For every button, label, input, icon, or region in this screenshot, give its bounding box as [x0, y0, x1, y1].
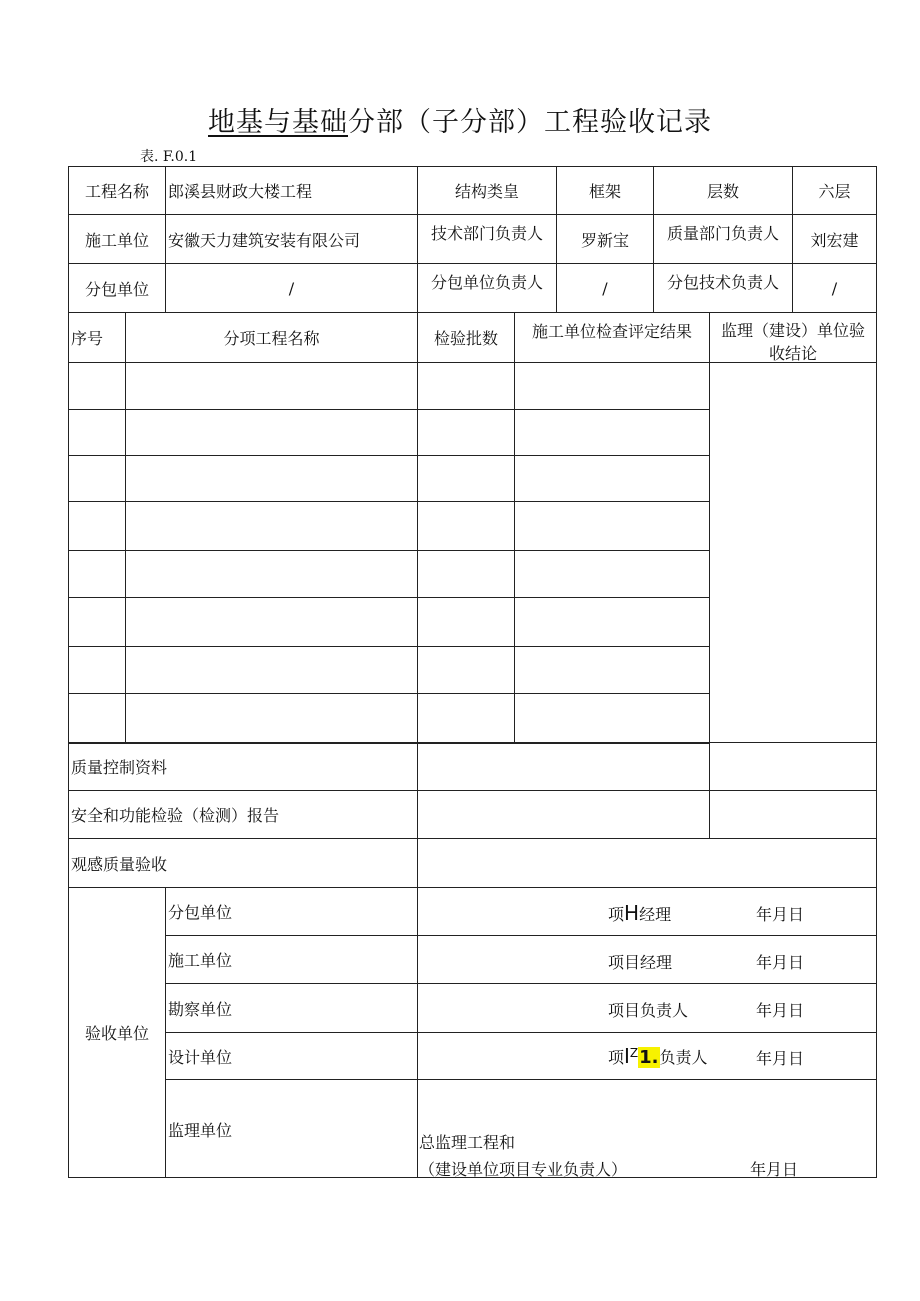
quality-control-result[interactable]	[417, 742, 710, 791]
sub-head-label: 分包单位负责人	[417, 263, 557, 313]
row-batches-cell[interactable]	[417, 455, 515, 502]
title-rest: 分部（子分部）工程验收记录	[348, 107, 712, 138]
col-seq: 序号	[68, 312, 126, 363]
row-batches-cell[interactable]	[417, 597, 515, 647]
row-batches-cell[interactable]	[417, 646, 515, 694]
row-seq-cell[interactable]	[68, 501, 126, 551]
acceptance-unit-role-sub: （建设单位项目专业负责人）	[419, 1160, 628, 1179]
row-result-cell[interactable]	[514, 455, 710, 502]
acceptance-unit-sign[interactable]	[417, 935, 877, 984]
row-result-cell[interactable]	[514, 362, 710, 410]
form-number: 表. F.0.1	[140, 149, 198, 165]
row-result-cell[interactable]	[514, 409, 710, 456]
structure-type-label: 结构类皇	[417, 166, 557, 215]
acceptance-unit-role: 项$I^Z1$.负责人	[608, 1044, 708, 1068]
row-seq-cell[interactable]	[68, 455, 126, 502]
page-title	[0, 100, 920, 139]
col-name: 分项工程名称	[125, 312, 418, 363]
row-name-cell[interactable]	[125, 597, 418, 647]
row-name-cell[interactable]	[125, 646, 418, 694]
row-batches-cell[interactable]	[417, 501, 515, 551]
row-name-cell[interactable]	[125, 362, 418, 410]
tech-head-label: 技术部门负责人	[417, 214, 557, 264]
row-seq-cell[interactable]	[68, 550, 126, 598]
col-supervisor-conclusion: 监理（建设）单位验收结论	[709, 312, 877, 363]
acceptance-unit-name: 分包单位	[165, 887, 418, 936]
acceptance-unit-name: 设计单位	[165, 1032, 418, 1080]
structure-type-value: 框架	[556, 166, 654, 215]
col-batches: 检验批数	[417, 312, 515, 363]
floors-value: 六层	[792, 166, 877, 215]
sub-contractor-value: /	[165, 263, 418, 313]
tech-head-value: 罗新宝	[556, 214, 654, 264]
acceptance-unit-date: 年月日	[750, 1160, 799, 1179]
quality-control-conclusion[interactable]	[709, 742, 877, 791]
row-batches-cell[interactable]	[417, 362, 515, 410]
supervisor-conclusion-area[interactable]	[709, 362, 877, 743]
project-name-label: 工程名称	[68, 166, 166, 215]
acceptance-unit-role: 项H经理	[608, 901, 672, 925]
row-seq-cell[interactable]	[68, 597, 126, 647]
row-seq-cell[interactable]	[68, 362, 126, 410]
quality-head-label: 质量部门负责人	[653, 214, 793, 264]
acceptance-unit-role: 项目经理	[608, 953, 673, 972]
acceptance-unit-sign[interactable]	[417, 887, 877, 936]
row-seq-cell[interactable]	[68, 409, 126, 456]
acceptance-unit-date: 年月日	[756, 953, 805, 972]
safety-report-result[interactable]	[417, 790, 710, 839]
floors-label: 层数	[653, 166, 793, 215]
row-batches-cell[interactable]	[417, 550, 515, 598]
appearance-label: 观感质量验收	[68, 838, 418, 888]
row-result-cell[interactable]	[514, 646, 710, 694]
row-result-cell[interactable]	[514, 597, 710, 647]
row-result-cell[interactable]	[514, 693, 710, 744]
row-result-cell[interactable]	[514, 501, 710, 551]
acceptance-unit-role: 总监理工程和	[419, 1133, 516, 1152]
contractor-label: 施工单位	[68, 214, 166, 264]
row-name-cell[interactable]	[125, 550, 418, 598]
row-seq-cell[interactable]	[68, 693, 126, 744]
row-name-cell[interactable]	[125, 455, 418, 502]
acceptance-unit-date: 年月日	[756, 1049, 805, 1068]
row-name-cell[interactable]	[125, 409, 418, 456]
row-result-cell[interactable]	[514, 550, 710, 598]
col-contractor-result: 施工单位检查评定结果	[514, 312, 710, 363]
quality-control-label: 质量控制资料	[68, 742, 418, 791]
safety-report-label: 安全和功能检验（检测）报告	[68, 790, 418, 839]
row-batches-cell[interactable]	[417, 409, 515, 456]
acceptance-unit-sign[interactable]	[417, 1032, 877, 1080]
row-batches-cell[interactable]	[417, 693, 515, 744]
acceptance-unit-sign[interactable]	[417, 983, 877, 1033]
row-seq-cell[interactable]	[68, 646, 126, 694]
sub-contractor-label: 分包单位	[68, 263, 166, 313]
safety-report-conclusion[interactable]	[709, 790, 877, 839]
project-name-value: 郎溪县财政大楼工程	[165, 166, 418, 215]
contractor-value: 安徽天力建筑安装有限公司	[165, 214, 418, 264]
acceptance-unit-role: 项目负责人	[608, 1001, 689, 1020]
sub-tech-head-value: /	[792, 263, 877, 313]
acceptance-unit-date: 年月日	[756, 905, 805, 924]
acceptance-unit-name: 勘察单位	[165, 983, 418, 1033]
acceptance-unit-date: 年月日	[756, 1001, 805, 1020]
acceptance-group-label: 验收单位	[68, 887, 166, 1178]
row-name-cell[interactable]	[125, 501, 418, 551]
appearance-result[interactable]	[417, 838, 877, 888]
title-underlined: 地基与基础	[208, 107, 348, 138]
acceptance-unit-name: 施工单位	[165, 935, 418, 984]
acceptance-unit-name: 监理单位	[165, 1079, 418, 1178]
acceptance-unit-sign[interactable]	[417, 1079, 877, 1178]
row-name-cell[interactable]	[125, 693, 418, 744]
sub-head-value: /	[556, 263, 654, 313]
sub-tech-head-label: 分包技术负责人	[653, 263, 793, 313]
quality-head-value: 刘宏建	[792, 214, 877, 264]
